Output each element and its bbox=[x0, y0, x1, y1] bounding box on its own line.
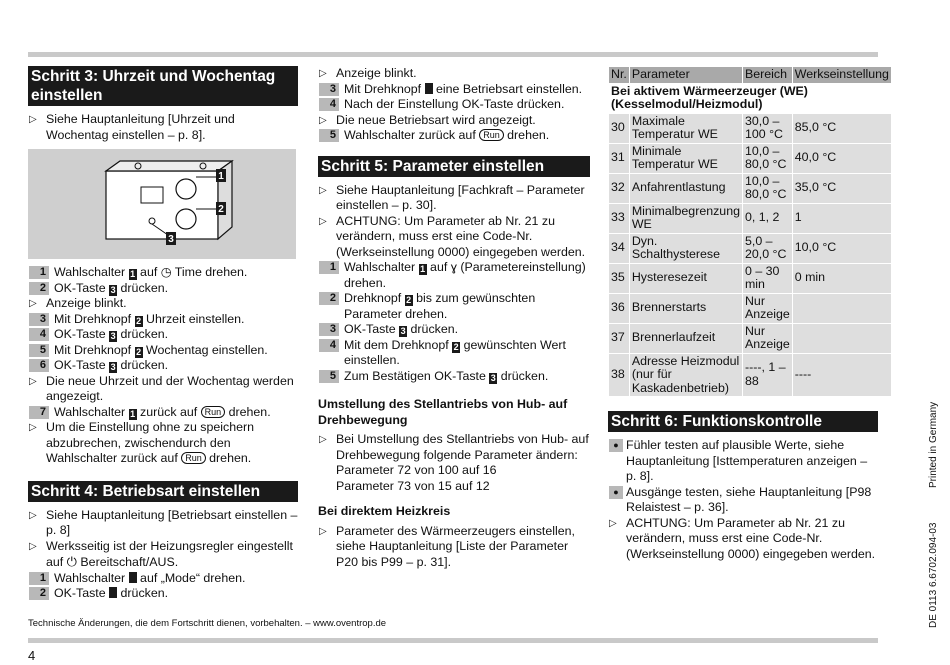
table-cell: 10,0 °C bbox=[792, 233, 891, 263]
table-cell: Minimale Temperatur WE bbox=[629, 143, 742, 173]
list-item: ▷ Siehe Hauptanleitung [Uhrzeit und Wochentag einstellen – p. 8]. bbox=[29, 112, 235, 142]
footer-note: Technische Änderungen, die dem Fortschritt dienen, vorbehalten. – www.oventrop.de bbox=[28, 618, 387, 629]
step-item: 3 Mit Drehknopf 2 Uhrzeit einstellen. bbox=[28, 312, 298, 328]
run-icon: Run bbox=[181, 452, 206, 464]
table-cell: 33 bbox=[609, 203, 630, 233]
section-heading-step3: Schritt 3: Uhrzeit und Wochentag einstellen bbox=[28, 66, 298, 106]
table-cell: 31 bbox=[609, 143, 630, 173]
key-icon bbox=[109, 587, 117, 598]
table-row bbox=[609, 233, 892, 263]
list-item: ▷ Werksseitig ist der Heizungsregler eingestellt auf ⏻ Bereitschaft/AUS. bbox=[29, 538, 294, 569]
table-cell: 5,0 – 20,0 °C bbox=[742, 233, 792, 263]
figure-label-3: 3 bbox=[168, 234, 174, 245]
table-cell: 1 bbox=[792, 203, 891, 233]
table-cell: 30 bbox=[609, 113, 630, 143]
list-item: ▷ Um die Einstellung ohne zu speichern abzubrechen, zwischendurch den Wahlschalter zurück auf Run drehen. bbox=[29, 420, 255, 465]
table-cell: 30,0 – 100 °C bbox=[742, 113, 792, 143]
table-cell: 35 bbox=[609, 263, 630, 293]
column-header: Parameter bbox=[629, 67, 742, 84]
step-item: 5 Mit Drehknopf 2 Wochentag einstellen. bbox=[28, 343, 298, 359]
table-group-row: Bei aktivem Wärmeerzeuger (WE) (Kesselmodul/Heizmodul) bbox=[609, 83, 892, 113]
controller-diagram bbox=[28, 149, 296, 259]
clock-icon: ◷ bbox=[160, 265, 172, 279]
table-cell: Brennerstarts bbox=[629, 293, 742, 323]
step-item: 3 OK-Taste 3 drücken. bbox=[318, 322, 590, 338]
table-cell: 0 min bbox=[792, 263, 891, 293]
step-item: 1 Wahlschalter 1 auf ◷ Time drehen. bbox=[28, 265, 298, 281]
list-item: ● Ausgänge testen, siehe Hauptanleitung [P98 Relaistest – p. 36]. bbox=[608, 485, 878, 516]
table-cell: 0, 1, 2 bbox=[742, 203, 792, 233]
list-item: ▷ Siehe Hauptanleitung [Fachkraft – Parameter einstellen – p. 30]. bbox=[319, 182, 585, 212]
table-row bbox=[609, 323, 892, 353]
table-cell: Dyn. Schalthysterese bbox=[629, 233, 742, 263]
table-cell: 35,0 °C bbox=[792, 173, 891, 203]
table-row bbox=[609, 113, 892, 143]
list-item: ▷ Parameter des Wärmeerzeugers einstellen, siehe Hauptanleitung [Liste der Parameter P20 bis P99 – p. 31]. bbox=[319, 523, 575, 569]
list-item: ● Fühler testen auf plausible Werte, siehe Hauptanleitung [Isttemperaturen anzeigen – p. 8]. bbox=[608, 438, 878, 485]
run-icon: Run bbox=[201, 406, 226, 418]
page-number: 4 bbox=[28, 648, 36, 663]
table-row bbox=[609, 143, 892, 173]
table-cell: Nur Anzeige bbox=[742, 293, 792, 323]
table-row bbox=[609, 293, 892, 323]
table-cell: 32 bbox=[609, 173, 630, 203]
bullet-icon: ● bbox=[609, 439, 623, 452]
table-cell: Nur Anzeige bbox=[742, 323, 792, 353]
table-cell: Anfahrentlastung bbox=[629, 173, 742, 203]
key-icon bbox=[129, 572, 137, 583]
list-item: ▷ Anzeige blinkt. bbox=[319, 66, 417, 80]
table-cell: 0 – 30 min bbox=[742, 263, 792, 293]
controller-illustration bbox=[28, 149, 296, 259]
step-item: 7 Wahlschalter 1 zurück auf Run drehen. bbox=[28, 405, 298, 421]
table-row bbox=[609, 263, 892, 293]
step-item: 4 OK-Taste 3 drücken. bbox=[28, 327, 298, 343]
table-cell: Minimalbegrenzung WE bbox=[629, 203, 742, 233]
power-icon: ⏻ bbox=[66, 554, 77, 569]
table-cell: 38 bbox=[609, 353, 630, 397]
table-cell: 10,0 – 80,0 °C bbox=[742, 143, 792, 173]
section-heading-step4: Schritt 4: Betriebsart einstellen bbox=[28, 481, 298, 502]
step-item: 6 OK-Taste 3 drücken. bbox=[28, 358, 298, 374]
table-cell: ----, 1 – 88 bbox=[742, 353, 792, 397]
table-cell bbox=[792, 323, 891, 353]
table-cell: Adresse Heizmodul (nur für Kaskadenbetrieb) bbox=[629, 353, 742, 397]
step-item: 1 Wahlschalter auf „Mode“ drehen. bbox=[28, 571, 298, 587]
step-item: 1 Wahlschalter 1 auf ɣ (Parametereinstellung) drehen. bbox=[318, 260, 590, 291]
column-middle bbox=[318, 66, 590, 570]
list-item: ▷ Anzeige blinkt. bbox=[29, 296, 127, 310]
subheading: Umstellung des Stellantriebs von Hub- auf Drehbewegung bbox=[318, 397, 568, 427]
table-cell: 10,0 – 80,0 °C bbox=[742, 173, 792, 203]
column-left bbox=[28, 66, 298, 602]
table-header-row bbox=[609, 67, 892, 84]
printed-in: Printed in Germany bbox=[928, 401, 939, 488]
list-item: ▷ Siehe Hauptanleitung [Betriebsart einstellen – p. 8] bbox=[29, 507, 298, 537]
table-cell: ---- bbox=[792, 353, 891, 397]
table-cell: Brennerlaufzeit bbox=[629, 323, 742, 353]
section-heading-step6: Schritt 6: Funktionskontrolle bbox=[608, 411, 878, 432]
table-cell bbox=[792, 293, 891, 323]
top-rule bbox=[28, 52, 878, 57]
list-item: ▷ Die neue Uhrzeit und der Wochentag werden angezeigt. bbox=[29, 373, 294, 403]
list-item: ▷ Die neue Betriebsart wird angezeigt. bbox=[319, 112, 536, 127]
list-item: ▷ ACHTUNG: Um Parameter ab Nr. 21 zu verändern, muss erst eine Code-Nr. (Werkseinstellung 0000) eingegeben werden. bbox=[319, 213, 586, 259]
section-heading-step5: Schritt 5: Parameter einstellen bbox=[318, 156, 590, 177]
step-item: 2 OK-Taste 3 drücken. bbox=[28, 281, 298, 297]
column-header: Werkseinstellung bbox=[792, 67, 891, 84]
list-item: ▷ ACHTUNG: Um Parameter ab Nr. 21 zu verändern, muss erst eine Code-Nr. (Werkseinstellung 0000) eingegeben werden. bbox=[609, 515, 876, 561]
table-row bbox=[609, 173, 892, 203]
step-item: 3 Mit Drehknopf eine Betriebsart einstellen. bbox=[318, 82, 590, 98]
step-item: 5 Wahlschalter zurück auf Run drehen. bbox=[318, 128, 590, 144]
table-cell: 37 bbox=[609, 323, 630, 353]
step-item: 5 Zum Bestätigen OK-Taste 3 drücken. bbox=[318, 369, 590, 385]
document-code: DE 0113 6.6702.094-03 bbox=[928, 522, 939, 628]
table-cell: 40,0 °C bbox=[792, 143, 891, 173]
table-cell: 36 bbox=[609, 293, 630, 323]
key-icon bbox=[425, 83, 433, 94]
table-row bbox=[609, 353, 892, 397]
bullet-icon: ● bbox=[609, 486, 623, 499]
table-cell: 85,0 °C bbox=[792, 113, 891, 143]
parameter-table bbox=[608, 66, 892, 397]
step-item: 4 Mit dem Drehknopf 2 gewünschten Wert einstellen. bbox=[318, 338, 590, 369]
triangle-icon: ▷ bbox=[29, 114, 37, 125]
figure-label-1: 1 bbox=[218, 171, 224, 182]
list-item: ▷ Bei Umstellung des Stellantriebs von Hub- auf Drehbewegung folgende Parameter ändern: Parameter 72 von 100 auf 16 Parameter 73 von 15 auf 12 bbox=[319, 432, 589, 493]
bottom-rule bbox=[28, 638, 878, 643]
run-icon: Run bbox=[479, 129, 504, 141]
column-header: Nr. bbox=[609, 67, 630, 84]
column-header: Bereich bbox=[742, 67, 792, 84]
table-cell: Hysteresezeit bbox=[629, 263, 742, 293]
table-cell: Maximale Temperatur WE bbox=[629, 113, 742, 143]
step-item: 2 Drehknopf 2 bis zum gewünschten Parameter drehen. bbox=[318, 291, 590, 322]
table-cell: 34 bbox=[609, 233, 630, 263]
column-right bbox=[608, 66, 889, 562]
figure-label-2: 2 bbox=[218, 204, 224, 215]
table-row bbox=[609, 203, 892, 233]
step-item: 2 OK-Taste drücken. bbox=[28, 586, 298, 602]
step-item: 4 Nach der Einstellung OK-Taste drücken. bbox=[318, 97, 590, 113]
subheading: Bei direktem Heizkreis bbox=[318, 504, 451, 518]
wrench-icon: ɣ bbox=[450, 260, 457, 274]
